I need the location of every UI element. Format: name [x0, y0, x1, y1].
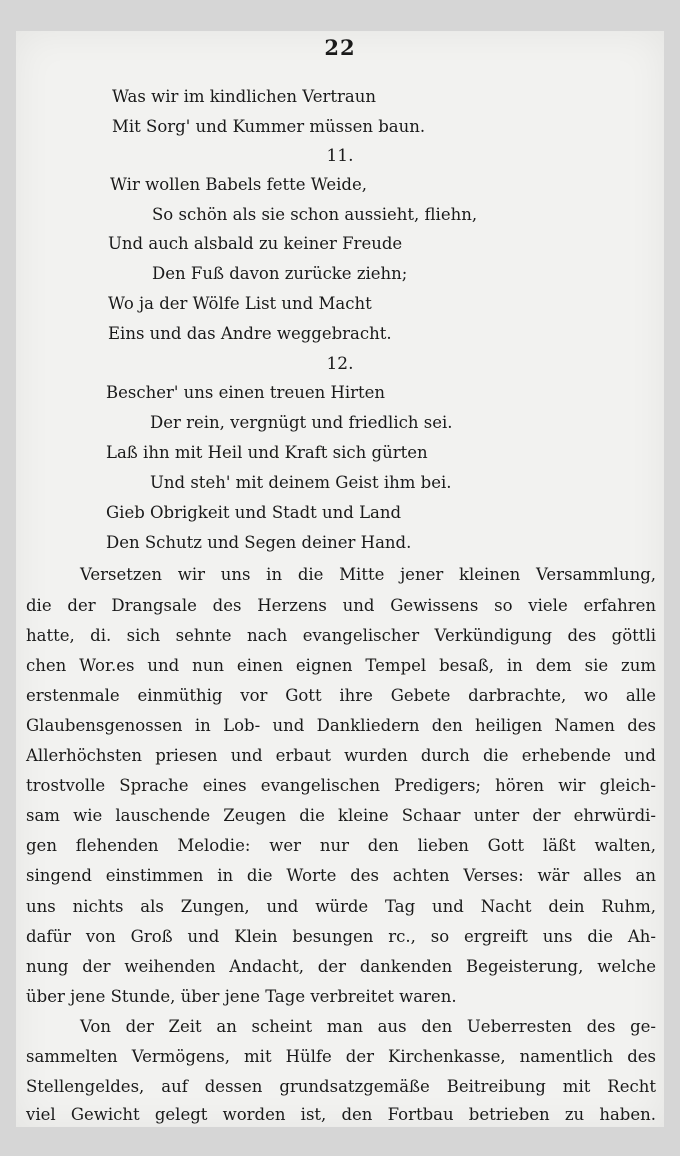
paragraph-line: viel Gewicht gelegt worden ist, den Fortbau betrieben zu haben. [26, 1105, 656, 1124]
paragraph-line: Glaubensgenossen in Lob- und Dankliedern den heiligen Namen des [26, 716, 656, 735]
paragraph-line: uns nichts als Zungen, und würde Tag und Nacht dein Ruhm, [26, 897, 656, 916]
page-number: 22 [324, 35, 356, 60]
paragraph-line: nung der weihenden Andacht, der dankenden Begeisterung, welche [26, 957, 656, 976]
paragraph-line: chen Wor.es und nun einen eignen Tempel besaß, in dem sie zum [26, 656, 656, 675]
poem-line: Und steh' mit deinem Geist ihm bei. [150, 473, 452, 492]
poem-line: So schön als sie schon aussieht, fliehn, [152, 205, 478, 224]
paragraph-line: Allerhöchsten priesen und erbaut wurden durch die erhebende und [26, 746, 656, 765]
paragraph-line: gen flehenden Melodie: wer nur den lieben Gott läßt walten, [26, 836, 656, 855]
poem-line: Den Fuß davon zurücke ziehn; [152, 264, 408, 283]
poem-line: Eins und das Andre weggebracht. [108, 324, 392, 343]
book-page [16, 31, 664, 1127]
poem-line: Mit Sorg' und Kummer müssen baun. [112, 117, 426, 136]
verse-number: 11. [326, 146, 354, 166]
paragraph-line: hatte, di. sich sehnte nach evangelischer Verkündigung des göttli [26, 626, 656, 645]
paragraph-line: Stellengeldes, auf dessen grundsatzgemäße Beitreibung mit Recht [26, 1077, 656, 1096]
poem-line: Bescher' uns einen treuen Hirten [106, 383, 386, 402]
paragraph-line: Versetzen wir uns in die Mitte jener kleinen Versammlung, [80, 565, 656, 584]
poem-line: Der rein, vergnügt und friedlich sei. [150, 413, 453, 432]
paragraph-line: die der Drangsale des Herzens und Gewissens so viele erfahren [26, 596, 656, 615]
poem-line: Und auch alsbald zu keiner Freude [108, 234, 403, 253]
paragraph-line: sammelten Vermögens, mit Hülfe der Kirchenkasse, namentlich des [26, 1047, 656, 1066]
verse-number: 12. [326, 354, 354, 374]
paragraph-line: trostvolle Sprache eines evangelischen Predigers; hören wir gleich- [26, 776, 656, 795]
poem-line: Gieb Obrigkeit und Stadt und Land [106, 503, 402, 522]
paragraph-line: sam wie lauschende Zeugen die kleine Schaar unter der ehrwürdi- [26, 806, 656, 825]
paragraph-line: singend einstimmen in die Worte des achten Verses: wär alles an [26, 866, 656, 885]
paragraph-line: erstenmale einmüthig vor Gott ihre Gebete darbrachte, wo alle [26, 686, 656, 705]
poem-line: Den Schutz und Segen deiner Hand. [106, 533, 412, 552]
paragraph-line: Von der Zeit an scheint man aus den Ueberresten des ge- [80, 1017, 656, 1036]
poem-line: Wir wollen Babels fette Weide, [110, 175, 367, 194]
paragraph-line: dafür von Groß und Klein besungen rc., so ergreift uns die Ah- [26, 927, 656, 946]
poem-line: Laß ihn mit Heil und Kraft sich gürten [106, 443, 428, 462]
poem-line: Wo ja der Wölfe List und Macht [108, 294, 372, 313]
poem-line: Was wir im kindlichen Vertraun [112, 87, 376, 106]
paragraph-line: über jene Stunde, über jene Tage verbreitet waren. [26, 987, 457, 1006]
